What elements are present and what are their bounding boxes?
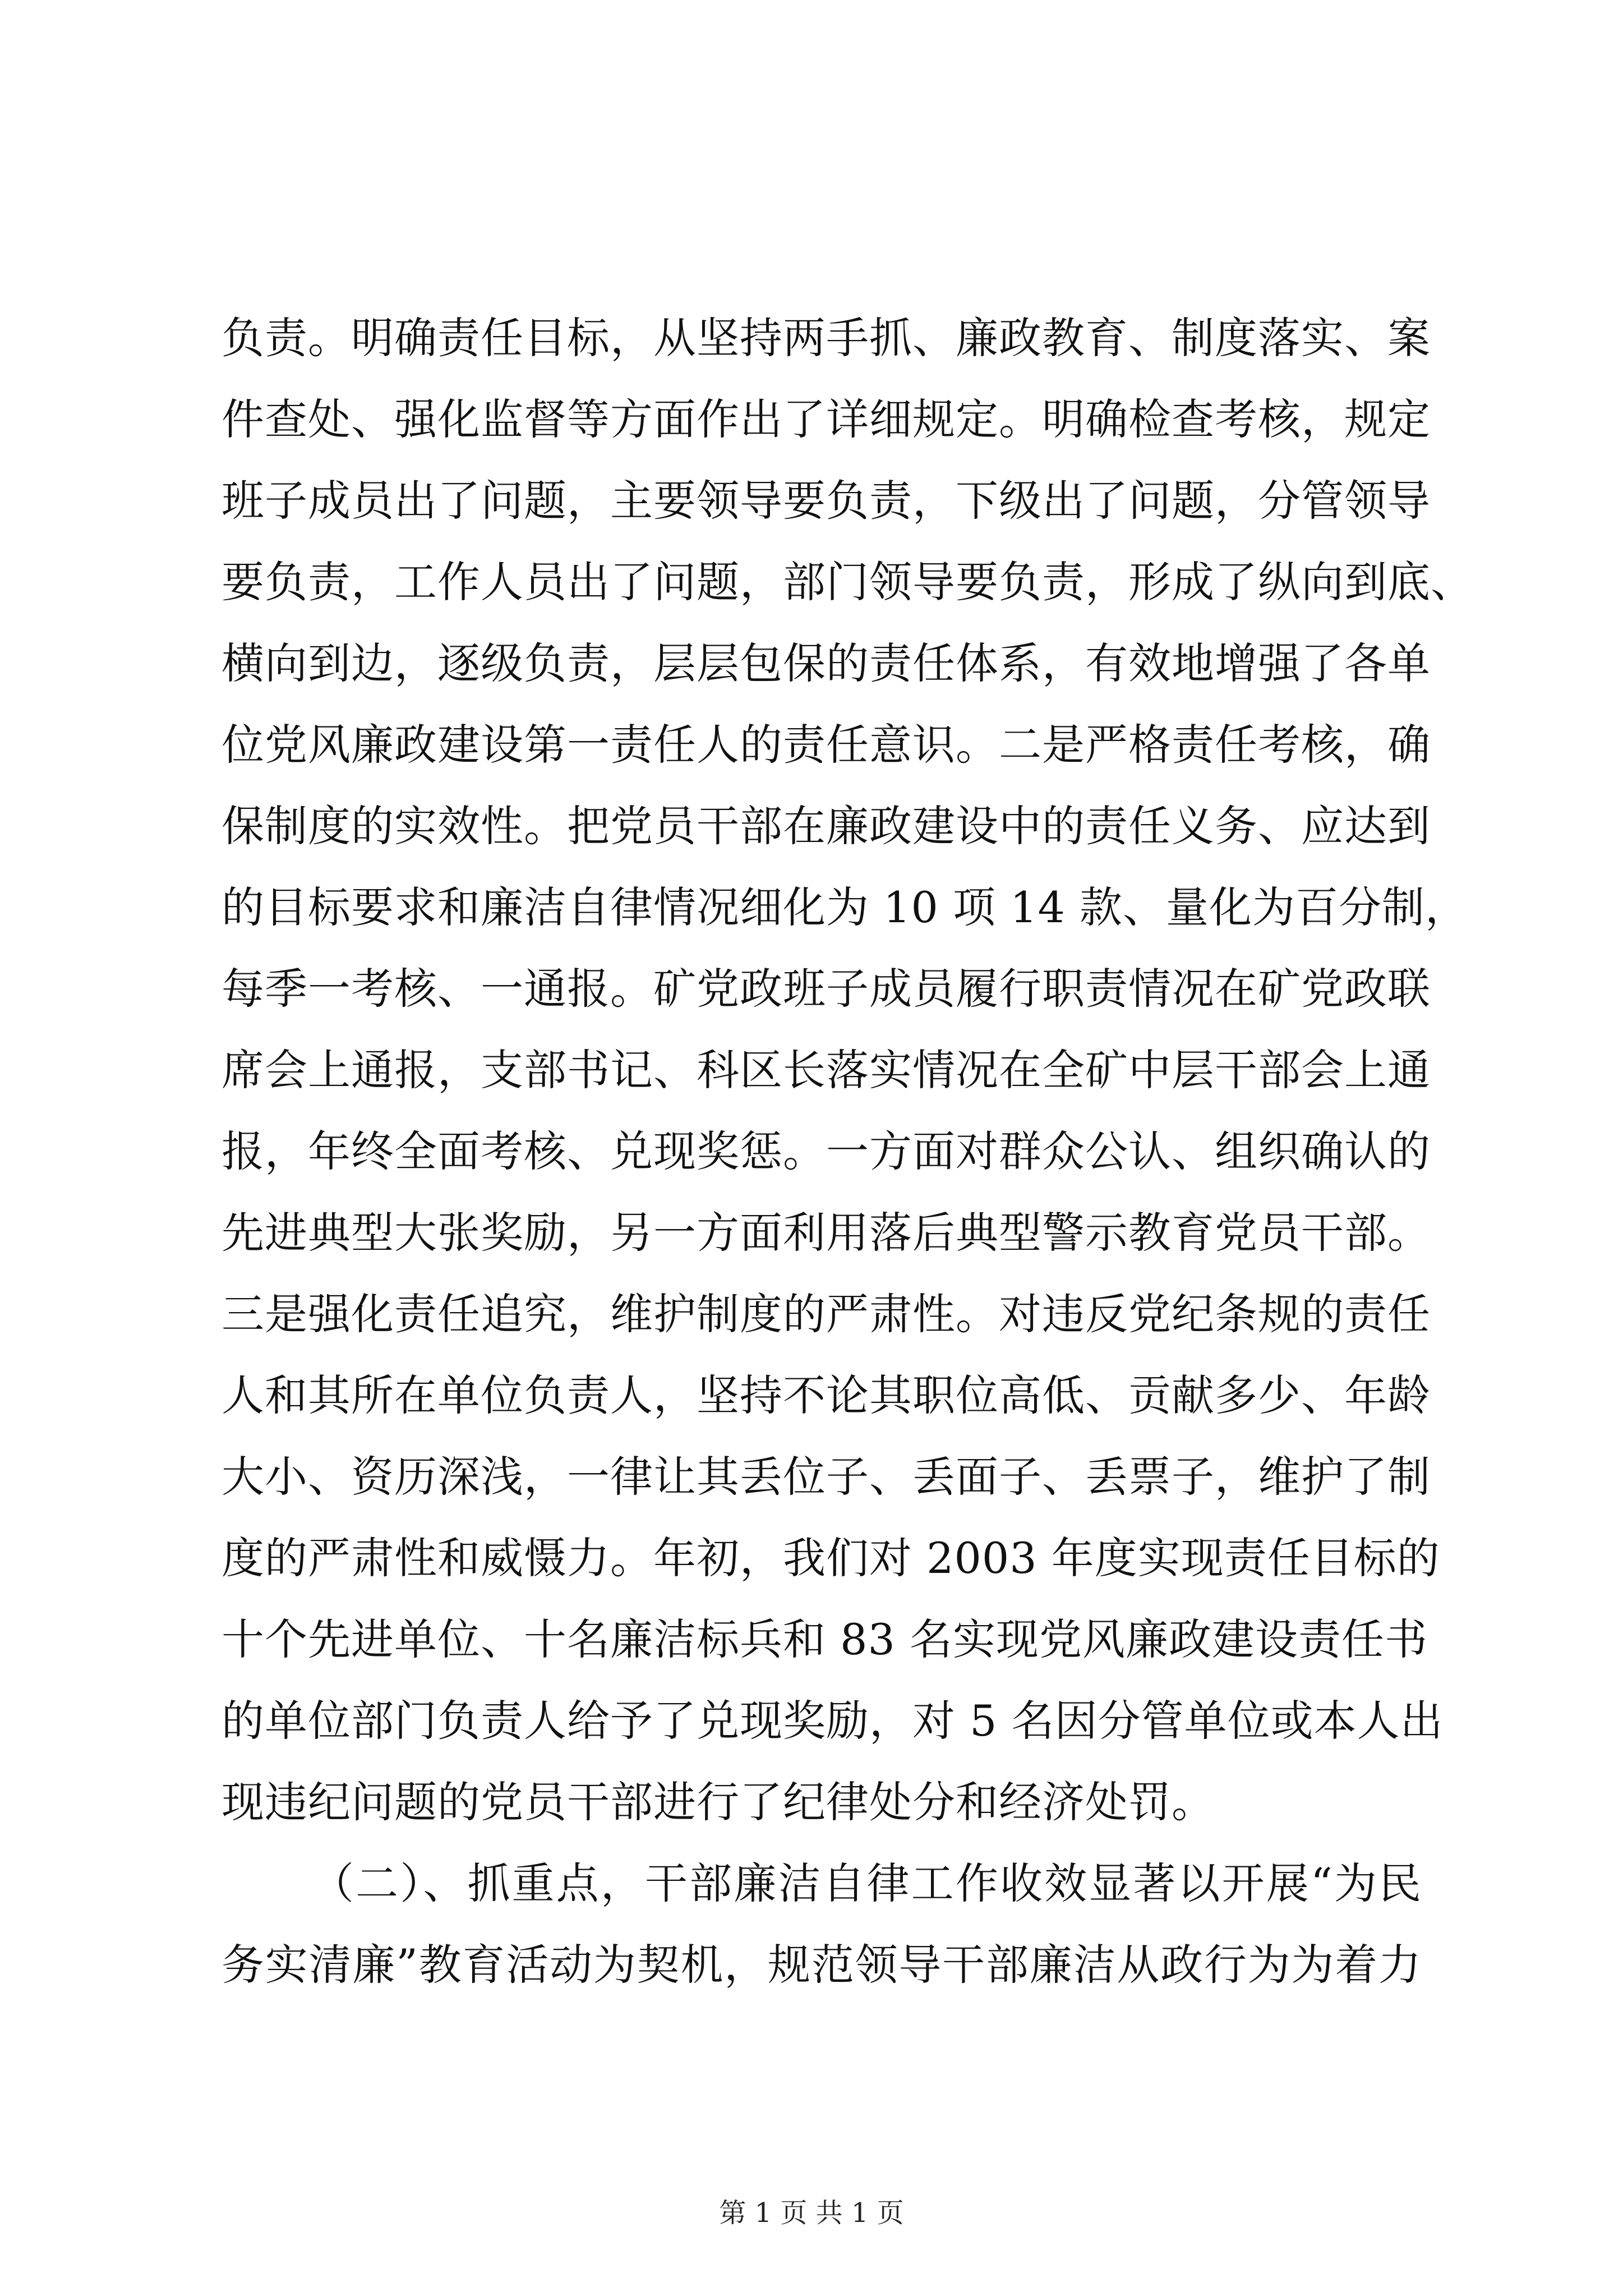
text-line: 现违纪问题的党员干部进行了纪律处分和经济处罚。 [222,1777,1215,1827]
text-line: 位党风廉政建设第一责任人的责任意识。二是严格责任考核，确 [222,720,1431,770]
document-body [222,297,1474,2005]
text-line: 的单位部门负责人给予了兑现奖励，对 5 名因分管单位或本人出 [222,1696,1444,1746]
text-line: 负责。明确责任目标，从坚持两手抓、廉政教育、制度落实、案 [222,313,1431,363]
text-line: 横向到边，逐级负责，层层包保的责任体系，有效地增强了各单 [222,638,1431,688]
text-line: 度的严肃性和威慑力。年初，我们对 2003 年度实现责任目标的 [222,1533,1440,1583]
text-line: 件查处、强化监督等方面作出了详细规定。明确检查考核，规定 [222,394,1431,444]
text-line: 先进典型大张奖励，另一方面利用落后典型警示教育党员干部。 [222,1208,1431,1258]
paragraph-1 [222,297,1474,1843]
text-line: 的目标要求和廉洁自律情况细化为 10 项 14 款、量化为百分制， [222,882,1469,932]
text-line: 三是强化责任追究，维护制度的严肃性。对违反党纪条规的责任 [222,1289,1431,1339]
text-line: （二）、抓重点，干部廉洁自律工作收效显著以开展“为民 [311,1858,1422,1908]
page-number-label: 第 1 页 共 1 页 [719,2197,904,2229]
text-line: 大小、资历深浅，一律让其丢位子、丢面子、丢票子，维护了制 [222,1452,1431,1502]
text-line: 席会上通报，支部书记、科区长落实情况在全矿中层干部会上通 [222,1045,1431,1095]
text-line: 报，年终全面考核、兑现奖惩。一方面对群众公认、组织确认的 [222,1126,1431,1176]
text-line: 十个先进单位、十名廉洁标兵和 83 名实现党风廉政建设责任书 [222,1614,1428,1664]
paragraph-2 [222,1843,1422,2005]
text-line: 要负责，工作人员出了问题，部门领导要负责，形成了纵向到底、 [222,557,1474,607]
text-line: 务实清廉”教育活动为契机，规范领导干部廉洁从政行为为着力 [222,1940,1422,1990]
text-line: 班子成员出了问题，主要领导要负责，下级出了问题，分管领导 [222,476,1431,526]
text-line: 人和其所在单位负责人，坚持不论其职位高低、贡献多少、年龄 [222,1370,1431,1420]
page-footer [0,2196,1623,2230]
text-line: 每季一考核、一通报。矿党政班子成员履行职责情况在矿党政联 [222,964,1431,1014]
text-line: 保制度的实效性。把党员干部在廉政建设中的责任义务、应达到 [222,801,1431,851]
